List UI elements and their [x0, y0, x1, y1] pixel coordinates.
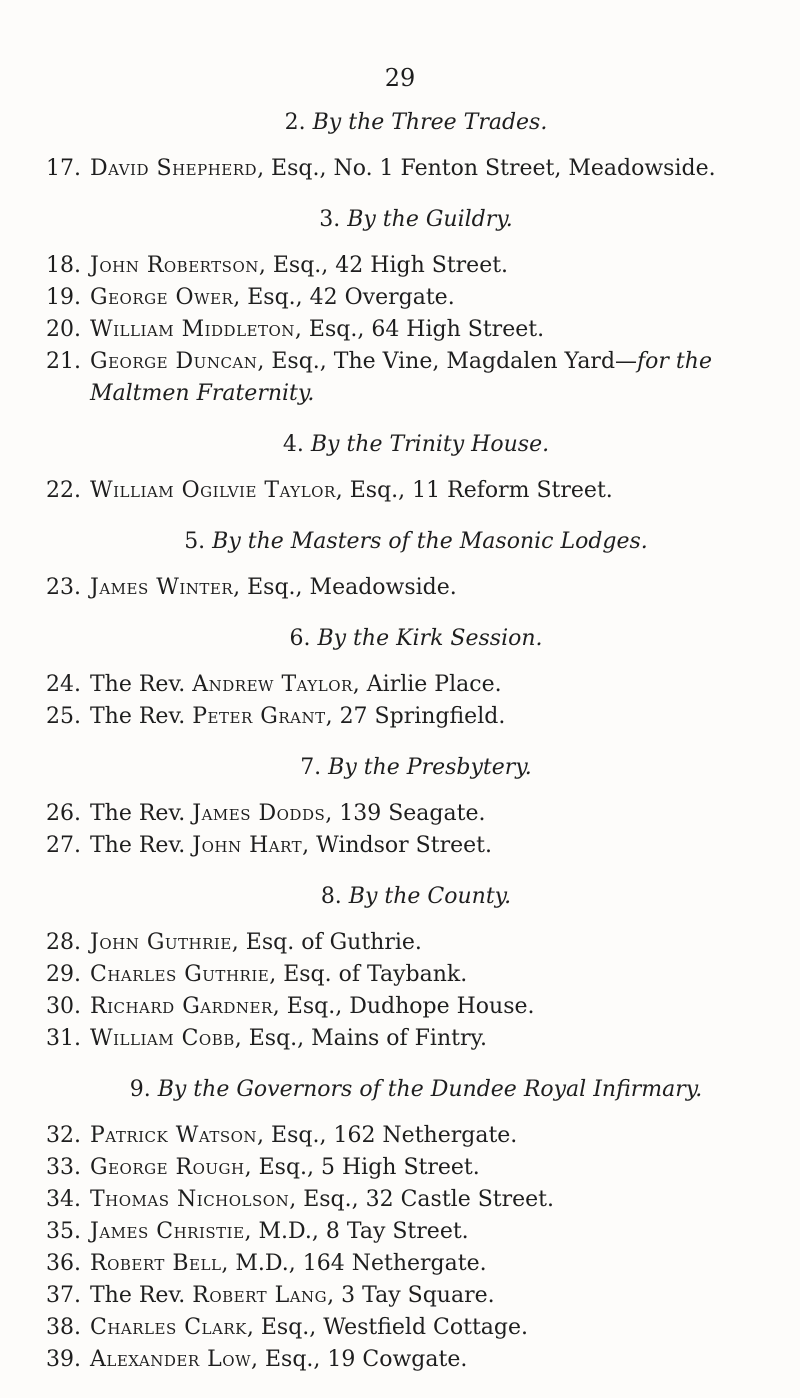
- list-item: [46, 314, 786, 346]
- entry-number: 23.: [46, 575, 81, 600]
- entry-number: 28.: [46, 930, 81, 955]
- section-heading: [46, 529, 786, 554]
- list-item: [46, 572, 786, 604]
- section-number: 8.: [320, 884, 349, 909]
- list-item: [46, 282, 786, 314]
- section-heading: [46, 207, 786, 232]
- entry-detail-italic: for the: [637, 349, 712, 374]
- section-title: By the Three Trades.: [312, 110, 548, 135]
- entry-number: 36.: [46, 1251, 81, 1276]
- entry-prefix: The Rev.: [90, 833, 193, 858]
- section-title: By the Governors of the Dundee Royal Infirmary.: [157, 1077, 703, 1102]
- entry-name: James Winter: [90, 575, 234, 600]
- list-item: [46, 346, 786, 378]
- section-title: By the Masters of the Masonic Lodges.: [212, 529, 648, 554]
- entry-number: 17.: [46, 156, 81, 181]
- entry-detail: , Esq., 11 Reform Street.: [335, 478, 613, 503]
- list-item: [46, 830, 786, 862]
- list-item: [46, 1280, 786, 1312]
- entry-number: 30.: [46, 994, 81, 1019]
- entry-name: George Duncan: [90, 349, 258, 374]
- entry-name: Charles Clark: [90, 1315, 247, 1340]
- section-title: By the County.: [348, 884, 512, 909]
- entry-detail: , 3 Tay Square.: [327, 1283, 495, 1308]
- list-item: [46, 153, 786, 185]
- list-item: [46, 669, 786, 701]
- entry-detail: , Esq., Meadowside.: [233, 575, 457, 600]
- entry-detail: , Airlie Place.: [352, 672, 502, 697]
- entry-prefix: The Rev.: [90, 672, 193, 697]
- entry-name: Thomas Nicholson: [90, 1187, 290, 1212]
- section-number: 4.: [282, 432, 311, 457]
- entry-number: 33.: [46, 1155, 81, 1180]
- entry-detail: , Esq., 64 High Street.: [294, 317, 545, 342]
- entry-prefix: The Rev.: [90, 801, 193, 826]
- entry-number: 39.: [46, 1347, 81, 1372]
- section-number: 3.: [319, 207, 348, 232]
- entry-name: William Ogilvie Taylor: [90, 478, 336, 503]
- entry-detail: , Esq., 42 Overgate.: [233, 285, 455, 310]
- entry-detail: , Esq., Westfield Cottage.: [246, 1315, 529, 1340]
- entry-name: James Christie: [90, 1219, 245, 1244]
- entry-detail: , Esq. of Guthrie.: [231, 930, 422, 955]
- entry-detail: , Esq., The Vine, Magdalen Yard—: [257, 349, 638, 374]
- entry-number: 34.: [46, 1187, 81, 1212]
- entry-detail: , Esq. of Taybank.: [269, 962, 468, 987]
- entry-name: Peter Grant: [192, 704, 326, 729]
- entry-detail: , Esq., 19 Cowgate.: [251, 1347, 468, 1372]
- entry-detail: , Esq., No. 1 Fenton Street, Meadowside.: [257, 156, 716, 181]
- section-number: 6.: [289, 626, 318, 651]
- list-item: [46, 1248, 786, 1280]
- entry-detail: , Esq., 5 High Street.: [244, 1155, 480, 1180]
- entry-name: Alexander Low: [90, 1347, 251, 1372]
- entry-number: 38.: [46, 1315, 81, 1340]
- entry-name: Robert Bell: [90, 1251, 222, 1276]
- section-heading: [46, 1077, 786, 1102]
- list-item-continuation: [46, 378, 786, 410]
- section-number: 2.: [284, 110, 313, 135]
- section-heading: [46, 755, 786, 780]
- list-item: [46, 798, 786, 830]
- entry-name: John Robertson: [90, 253, 259, 278]
- entry-number: 27.: [46, 833, 81, 858]
- entry-number: 31.: [46, 1026, 81, 1051]
- section-heading: [46, 110, 786, 135]
- list-item: [46, 475, 786, 507]
- entry-name: John Guthrie: [90, 930, 232, 955]
- entry-detail: , 27 Springfield.: [325, 704, 506, 729]
- list-item: [46, 1184, 786, 1216]
- entry-name: Charles Guthrie: [90, 962, 270, 987]
- entry-detail: , Esq., Dudhope House.: [272, 994, 535, 1019]
- entry-number: 21.: [46, 349, 81, 374]
- entry-name: William Cobb: [90, 1026, 235, 1051]
- entry-number: 32.: [46, 1123, 81, 1148]
- entry-name: Andrew Taylor: [192, 672, 353, 697]
- entry-name: James Dodds: [192, 801, 326, 826]
- entry-name: John Hart: [192, 833, 303, 858]
- list-item: [46, 959, 786, 991]
- entry-number: 24.: [46, 672, 81, 697]
- list-item: [46, 1312, 786, 1344]
- list-item: [46, 1216, 786, 1248]
- entry-detail: , M.D., 8 Tay Street.: [244, 1219, 469, 1244]
- section-title: By the Guildry.: [347, 207, 513, 232]
- entry-name: William Middleton: [90, 317, 295, 342]
- entry-detail: , Esq., Mains of Fintry.: [234, 1026, 487, 1051]
- list-item: [46, 1023, 786, 1055]
- section-number: 9.: [129, 1077, 158, 1102]
- entry-number: 35.: [46, 1219, 81, 1244]
- entry-number: 18.: [46, 253, 81, 278]
- entry-number: 19.: [46, 285, 81, 310]
- entry-name: George Ower: [90, 285, 234, 310]
- entry-continuation: Maltmen Fraternity.: [90, 381, 315, 406]
- list-item: [46, 1344, 786, 1376]
- entry-name: Richard Gardner: [90, 994, 273, 1019]
- list-item: [46, 250, 786, 282]
- section-heading: [46, 884, 786, 909]
- content: [46, 110, 786, 1376]
- entry-number: 25.: [46, 704, 81, 729]
- entry-detail: , M.D., 164 Nethergate.: [221, 1251, 487, 1276]
- entry-detail: , Esq., 42 High Street.: [258, 253, 509, 278]
- list-item: [46, 1152, 786, 1184]
- section-heading: [46, 626, 786, 651]
- list-item: [46, 991, 786, 1023]
- section-title: By the Presbytery.: [328, 755, 532, 780]
- entry-detail: , Esq., 162 Nethergate.: [257, 1123, 518, 1148]
- entry-detail: , 139 Seagate.: [325, 801, 486, 826]
- list-item: [46, 927, 786, 959]
- entry-name: George Rough: [90, 1155, 245, 1180]
- page-number: 29: [384, 64, 416, 92]
- entry-prefix: The Rev.: [90, 704, 193, 729]
- entry-detail: , Esq., 32 Castle Street.: [289, 1187, 555, 1212]
- entry-number: 20.: [46, 317, 81, 342]
- entry-prefix: The Rev.: [90, 1283, 193, 1308]
- section-title: By the Trinity House.: [310, 432, 550, 457]
- entry-number: 22.: [46, 478, 81, 503]
- entry-name: David Shepherd: [90, 156, 258, 181]
- section-number: 7.: [300, 755, 329, 780]
- section-heading: [46, 432, 786, 457]
- section-number: 5.: [184, 529, 213, 554]
- list-item: [46, 1120, 786, 1152]
- entry-name: Robert Lang: [192, 1283, 328, 1308]
- entry-detail: , Windsor Street.: [302, 833, 492, 858]
- entry-number: 29.: [46, 962, 81, 987]
- entry-number: 26.: [46, 801, 81, 826]
- entry-name: Patrick Watson: [90, 1123, 258, 1148]
- section-title: By the Kirk Session.: [317, 626, 543, 651]
- entry-number: 37.: [46, 1283, 81, 1308]
- list-item: [46, 701, 786, 733]
